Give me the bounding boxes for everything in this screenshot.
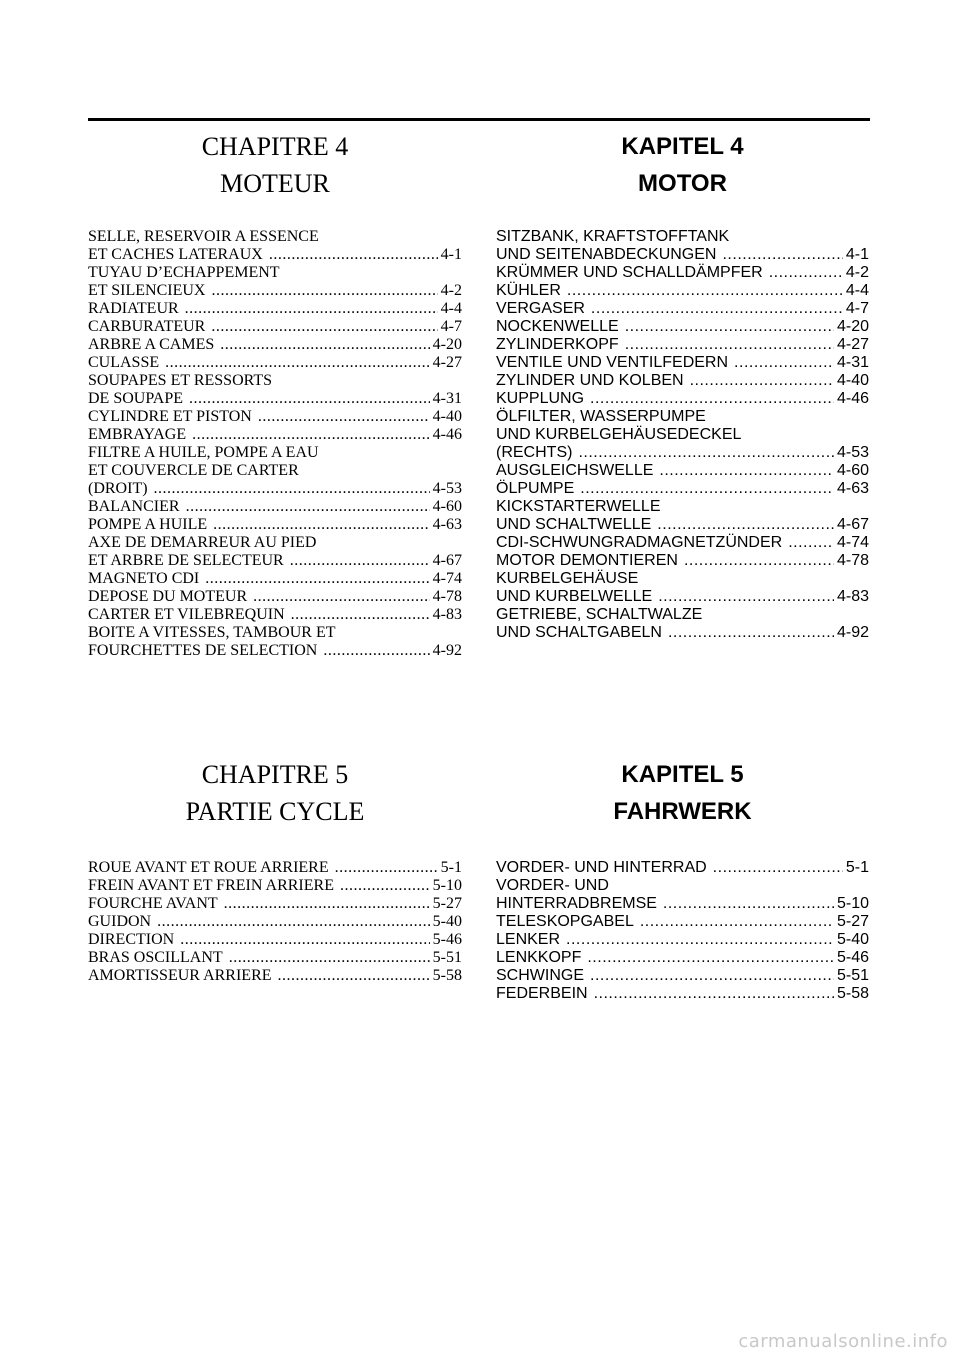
toc-entry-line-with-page bbox=[88, 354, 462, 372]
toc-entry[interactable] bbox=[496, 318, 869, 336]
chapter5-fr-heading bbox=[88, 756, 462, 830]
toc-entry-title: AXE DE DEMARREUR AU PIED bbox=[88, 534, 317, 551]
dot-leader bbox=[220, 336, 429, 354]
top-rule bbox=[88, 118, 870, 121]
toc-page-number: 4-20 bbox=[432, 336, 462, 353]
toc-entry-line-with-page bbox=[496, 318, 869, 336]
dot-leader bbox=[668, 624, 834, 642]
dot-leader bbox=[587, 949, 834, 967]
toc-entry-title: HINTERRADBREMSE bbox=[496, 895, 657, 912]
toc-entry-title: KURBELGEHÄUSE bbox=[496, 570, 639, 587]
dot-leader bbox=[269, 246, 438, 264]
dot-leader bbox=[625, 318, 834, 336]
toc-entry[interactable] bbox=[88, 534, 462, 570]
toc-entry-line bbox=[88, 444, 462, 462]
toc-page-number: 4-92 bbox=[836, 624, 869, 641]
toc-entry[interactable] bbox=[496, 462, 869, 480]
toc-entry-line-with-page bbox=[88, 859, 462, 877]
dot-leader bbox=[258, 408, 430, 426]
toc-entry[interactable] bbox=[496, 336, 869, 354]
toc-page-number: 5-27 bbox=[836, 913, 869, 930]
toc-entry-line-with-page bbox=[496, 985, 869, 1003]
toc-entry-title: EMBRAYAGE bbox=[88, 426, 187, 443]
dot-leader bbox=[340, 877, 430, 895]
toc-entry[interactable] bbox=[496, 606, 869, 642]
toc-entry-line-with-page bbox=[88, 877, 462, 895]
toc-entry-line-with-page bbox=[496, 552, 869, 570]
chapter5-fr-subtitle: PARTIE CYCLE bbox=[185, 797, 365, 826]
toc-page-number: 5-1 bbox=[845, 859, 869, 876]
toc-page-number: 5-40 bbox=[432, 913, 462, 930]
dot-leader bbox=[690, 372, 834, 390]
toc-page-number: 4-74 bbox=[836, 534, 869, 551]
toc-entry-title: DIRECTION bbox=[88, 931, 175, 948]
toc-entry-line-with-page bbox=[496, 931, 869, 949]
chapter5-fr-toc bbox=[88, 859, 462, 985]
toc-entry-line bbox=[88, 264, 462, 282]
toc-entry-title: CARTER ET VILEBREQUIN bbox=[88, 606, 285, 623]
toc-entry-title: (DROIT) bbox=[88, 480, 148, 497]
toc-page-number: 5-58 bbox=[432, 967, 462, 984]
toc-entry-line-with-page bbox=[496, 913, 869, 931]
dot-leader bbox=[213, 516, 430, 534]
toc-entry[interactable] bbox=[88, 300, 462, 318]
toc-entry-line bbox=[88, 228, 462, 246]
toc-entry[interactable] bbox=[88, 949, 462, 967]
toc-entry[interactable] bbox=[496, 228, 869, 264]
toc-entry-line-with-page bbox=[496, 390, 869, 408]
chapter4-de-toc bbox=[496, 228, 869, 642]
toc-page-number: 4-53 bbox=[836, 444, 869, 461]
toc-entry-title: GETRIEBE, SCHALTWALZE bbox=[496, 606, 703, 623]
toc-entry[interactable] bbox=[88, 372, 462, 408]
toc-entry-title: GUIDON bbox=[88, 913, 152, 930]
toc-entry-title: VORDER- UND bbox=[496, 877, 609, 894]
toc-entry-title: ROUE AVANT ET ROUE ARRIERE bbox=[88, 859, 329, 876]
toc-entry-line-with-page bbox=[88, 588, 462, 606]
dot-leader bbox=[211, 318, 437, 336]
toc-entry-line bbox=[496, 570, 869, 588]
chapter4-de-subtitle: MOTOR bbox=[638, 170, 727, 197]
toc-page-number: 4-60 bbox=[836, 462, 869, 479]
toc-entry-title: (RECHTS) bbox=[496, 444, 573, 461]
toc-page-number: 5-51 bbox=[432, 949, 462, 966]
toc-entry-line-with-page bbox=[496, 967, 869, 985]
toc-entry-title: ET COUVERCLE DE CARTER bbox=[88, 462, 299, 479]
toc-page-number: 4-2 bbox=[845, 264, 869, 281]
dot-leader bbox=[640, 913, 834, 931]
toc-entry[interactable] bbox=[496, 264, 869, 282]
toc-entry[interactable] bbox=[88, 967, 462, 985]
toc-page-number: 5-51 bbox=[836, 967, 869, 984]
dot-leader bbox=[229, 949, 430, 967]
toc-entry-line-with-page bbox=[88, 282, 462, 300]
toc-page-number: 4-46 bbox=[836, 390, 869, 407]
toc-page-number: 4-60 bbox=[432, 498, 462, 515]
dot-leader bbox=[590, 390, 834, 408]
toc-page-number: 4-31 bbox=[836, 354, 869, 371]
toc-entry-title: VENTILE UND VENTILFEDERN bbox=[496, 354, 729, 371]
toc-page-number: 5-40 bbox=[836, 931, 869, 948]
chapter5-de-subtitle: FAHRWERK bbox=[613, 798, 752, 825]
toc-entry-title: FEDERBEIN bbox=[496, 985, 588, 1002]
dot-leader bbox=[290, 552, 430, 570]
toc-entry[interactable] bbox=[496, 985, 869, 1003]
dot-leader bbox=[192, 426, 430, 444]
chapter4-fr-title: CHAPITRE 4 bbox=[201, 132, 349, 161]
toc-entry-title: SELLE, RESERVOIR A ESSENCE bbox=[88, 228, 319, 245]
toc-page-number: 4-1 bbox=[845, 246, 869, 263]
toc-entry[interactable] bbox=[496, 949, 869, 967]
toc-entry-title: ZYLINDER UND KOLBEN bbox=[496, 372, 684, 389]
toc-entry[interactable] bbox=[496, 372, 869, 390]
toc-entry[interactable] bbox=[88, 624, 462, 660]
chapter4-fr-toc bbox=[88, 228, 462, 660]
dot-leader bbox=[658, 588, 834, 606]
toc-entry-title: UND SEITENABDECKUNGEN bbox=[496, 246, 717, 263]
chapter5-fr-title: CHAPITRE 5 bbox=[201, 760, 349, 789]
toc-entry[interactable] bbox=[88, 426, 462, 444]
toc-page-number: 4-1 bbox=[440, 246, 462, 263]
toc-entry-line-with-page bbox=[88, 516, 462, 534]
dot-leader bbox=[165, 354, 430, 372]
toc-page-number: 5-10 bbox=[836, 895, 869, 912]
toc-entry-title: KUPPLUNG bbox=[496, 390, 585, 407]
toc-entry-line-with-page bbox=[496, 859, 869, 877]
toc-page-number: 5-1 bbox=[440, 859, 462, 876]
dot-leader bbox=[189, 390, 430, 408]
toc-entry-line bbox=[496, 408, 869, 426]
toc-entry-line-with-page bbox=[496, 534, 869, 552]
toc-entry-line-with-page bbox=[496, 516, 869, 534]
dot-leader bbox=[278, 967, 430, 985]
dot-leader bbox=[253, 588, 430, 606]
dot-leader bbox=[567, 282, 843, 300]
toc-page-number: 4-63 bbox=[432, 516, 462, 533]
dot-leader bbox=[578, 444, 834, 462]
toc-entry[interactable] bbox=[496, 859, 869, 877]
toc-entry-line bbox=[496, 228, 869, 246]
toc-page-number: 4-4 bbox=[440, 300, 462, 317]
dot-leader bbox=[180, 931, 429, 949]
toc-entry-line bbox=[496, 877, 869, 895]
toc-entry-title: AMORTISSEUR ARRIERE bbox=[88, 967, 272, 984]
toc-entry[interactable] bbox=[496, 931, 869, 949]
dot-leader bbox=[594, 985, 834, 1003]
toc-entry-title: ARBRE A CAMES bbox=[88, 336, 215, 353]
toc-page-number: 4-83 bbox=[432, 606, 462, 623]
toc-entry-line-with-page bbox=[496, 949, 869, 967]
chapter5-de-toc bbox=[496, 859, 869, 1003]
toc-entry-line-with-page bbox=[88, 570, 462, 588]
toc-entry-title: FILTRE A HUILE, POMPE A EAU bbox=[88, 444, 319, 461]
toc-entry-title: BALANCIER bbox=[88, 498, 180, 515]
toc-entry[interactable] bbox=[496, 390, 869, 408]
toc-entry[interactable] bbox=[496, 408, 869, 462]
toc-entry-title: UND KURBELGEHÄUSEDECKEL bbox=[496, 426, 742, 443]
toc-page-number: 4-63 bbox=[836, 480, 869, 497]
toc-entry[interactable] bbox=[496, 552, 869, 570]
toc-entry[interactable] bbox=[88, 895, 462, 913]
toc-entry-title: POMPE A HUILE bbox=[88, 516, 208, 533]
dot-leader bbox=[769, 264, 843, 282]
toc-entry-line-with-page bbox=[496, 480, 869, 498]
toc-entry[interactable] bbox=[496, 570, 869, 606]
dot-leader bbox=[186, 498, 430, 516]
toc-page-number: 4-78 bbox=[432, 588, 462, 605]
toc-entry-title: SCHWINGE bbox=[496, 967, 584, 984]
toc-page-number: 5-46 bbox=[432, 931, 462, 948]
toc-entry-line-with-page bbox=[496, 354, 869, 372]
toc-entry-title: KRÜMMER UND SCHALLDÄMPFER bbox=[496, 264, 763, 281]
toc-entry-title: CYLINDRE ET PISTON bbox=[88, 408, 252, 425]
dot-leader bbox=[659, 462, 834, 480]
toc-page-number: 4-7 bbox=[440, 318, 462, 335]
toc-entry-title: ET SILENCIEUX bbox=[88, 282, 206, 299]
toc-entry-line bbox=[88, 624, 462, 642]
toc-entry-title: ÖLFILTER, WASSERPUMPE bbox=[496, 408, 706, 425]
toc-page-number: 5-46 bbox=[836, 949, 869, 966]
toc-entry[interactable] bbox=[88, 408, 462, 426]
toc-page-number: 5-10 bbox=[432, 877, 462, 894]
toc-entry-title: TELESKOPGABEL bbox=[496, 913, 634, 930]
toc-entry-line-with-page bbox=[496, 624, 869, 642]
toc-entry[interactable] bbox=[496, 354, 869, 372]
toc-entry-line-with-page bbox=[88, 642, 462, 660]
toc-page-number: 4-2 bbox=[440, 282, 462, 299]
toc-entry[interactable] bbox=[88, 859, 462, 877]
toc-entry[interactable] bbox=[88, 588, 462, 606]
toc-entry-title: CARBURATEUR bbox=[88, 318, 206, 335]
toc-entry-title: NOCKENWELLE bbox=[496, 318, 619, 335]
toc-entry-title: FREIN AVANT ET FREIN ARRIERE bbox=[88, 877, 334, 894]
toc-entry[interactable] bbox=[88, 336, 462, 354]
dot-leader bbox=[625, 336, 834, 354]
toc-entry-title: ET ARBRE DE SELECTEUR bbox=[88, 552, 284, 569]
toc-entry-title: KÜHLER bbox=[496, 282, 561, 299]
toc-entry-line bbox=[88, 462, 462, 480]
dot-leader bbox=[335, 859, 438, 877]
toc-entry-line bbox=[496, 498, 869, 516]
toc-entry-title: FOURCHE AVANT bbox=[88, 895, 218, 912]
toc-page-number: 4-20 bbox=[836, 318, 869, 335]
dot-leader bbox=[657, 516, 834, 534]
toc-entry-line-with-page bbox=[496, 336, 869, 354]
dot-leader bbox=[663, 895, 834, 913]
toc-page-number: 4-27 bbox=[432, 354, 462, 371]
toc-entry-line-with-page bbox=[88, 300, 462, 318]
toc-entry-line bbox=[88, 534, 462, 552]
toc-entry-title: BOITE A VITESSES, TAMBOUR ET bbox=[88, 624, 336, 641]
toc-entry-title: UND KURBELWELLE bbox=[496, 588, 653, 605]
toc-entry[interactable] bbox=[496, 913, 869, 931]
toc-entry-title: KICKSTARTERWELLE bbox=[496, 498, 661, 515]
toc-entry-line-with-page bbox=[88, 913, 462, 931]
toc-entry[interactable] bbox=[496, 480, 869, 498]
toc-entry-title: UND SCHALTGABELN bbox=[496, 624, 662, 641]
toc-page-number: 5-27 bbox=[432, 895, 462, 912]
toc-entry-line-with-page bbox=[88, 552, 462, 570]
dot-leader bbox=[713, 859, 843, 877]
chapter4-fr-heading bbox=[88, 128, 462, 202]
dot-leader bbox=[211, 282, 437, 300]
dot-leader bbox=[291, 606, 430, 624]
toc-entry-title: MAGNETO CDI bbox=[88, 570, 200, 587]
toc-entry-line-with-page bbox=[496, 588, 869, 606]
toc-entry-title: BRAS OSCILLANT bbox=[88, 949, 223, 966]
toc-page-number: 4-7 bbox=[845, 300, 869, 317]
chapter5-de-heading bbox=[496, 756, 869, 830]
toc-entry[interactable] bbox=[496, 498, 869, 534]
toc-entry-title: FOURCHETTES DE SELECTION bbox=[88, 642, 318, 659]
toc-entry[interactable] bbox=[496, 967, 869, 985]
toc-page-number: 4-83 bbox=[836, 588, 869, 605]
toc-entry-line-with-page bbox=[88, 246, 462, 264]
toc-page-number: 4-4 bbox=[845, 282, 869, 299]
toc-entry-line-with-page bbox=[88, 318, 462, 336]
toc-entry[interactable] bbox=[496, 534, 869, 552]
toc-entry-line-with-page bbox=[88, 498, 462, 516]
toc-entry-title: UND SCHALTWELLE bbox=[496, 516, 652, 533]
toc-page-number: 4-40 bbox=[836, 372, 869, 389]
toc-entry-title: VORDER- UND HINTERRAD bbox=[496, 859, 707, 876]
dot-leader bbox=[566, 931, 834, 949]
toc-entry-line bbox=[496, 426, 869, 444]
toc-entry[interactable] bbox=[88, 498, 462, 516]
toc-entry-line-with-page bbox=[496, 372, 869, 390]
toc-entry-line-with-page bbox=[88, 390, 462, 408]
toc-page-number: 4-74 bbox=[432, 570, 462, 587]
toc-entry[interactable] bbox=[496, 877, 869, 913]
toc-entry-title: CDI-SCHWUNGRADMAGNETZÜNDER bbox=[496, 534, 783, 551]
toc-entry[interactable] bbox=[88, 516, 462, 534]
toc-entry[interactable] bbox=[88, 606, 462, 624]
toc-entry[interactable] bbox=[88, 877, 462, 895]
toc-entry-title: ET CACHES LATERAUX bbox=[88, 246, 263, 263]
toc-entry-title: DEPOSE DU MOTEUR bbox=[88, 588, 248, 605]
toc-page-number: 4-53 bbox=[432, 480, 462, 497]
dot-leader bbox=[157, 913, 430, 931]
toc-entry-line-with-page bbox=[88, 895, 462, 913]
toc-entry-title: SITZBANK, KRAFTSTOFFTANK bbox=[496, 228, 730, 245]
toc-entry-line-with-page bbox=[88, 949, 462, 967]
toc-entry[interactable] bbox=[88, 354, 462, 372]
toc-entry[interactable] bbox=[496, 300, 869, 318]
toc-entry-line bbox=[496, 606, 869, 624]
toc-entry-title: DE SOUPAPE bbox=[88, 390, 183, 407]
dot-leader bbox=[591, 300, 843, 318]
dot-leader bbox=[224, 895, 430, 913]
dot-leader bbox=[788, 534, 834, 552]
toc-entry-line-with-page bbox=[496, 264, 869, 282]
toc-entry-line bbox=[88, 372, 462, 390]
toc-entry-title: RADIATEUR bbox=[88, 300, 179, 317]
toc-page-number: 5-58 bbox=[836, 985, 869, 1002]
toc-entry-line-with-page bbox=[496, 246, 869, 264]
toc-entry-line-with-page bbox=[88, 408, 462, 426]
chapter4-fr-subtitle: MOTEUR bbox=[220, 169, 330, 198]
toc-page-number: 4-67 bbox=[836, 516, 869, 533]
dot-leader bbox=[580, 480, 834, 498]
toc-entry-title: MOTOR DEMONTIEREN bbox=[496, 552, 678, 569]
toc-entry[interactable] bbox=[88, 444, 462, 498]
toc-entry[interactable] bbox=[88, 228, 462, 264]
toc-entry-line-with-page bbox=[88, 967, 462, 985]
toc-entry-line-with-page bbox=[88, 336, 462, 354]
toc-entry-title: TUYAU D’ECHAPPEMENT bbox=[88, 264, 280, 281]
toc-entry-line-with-page bbox=[496, 300, 869, 318]
dot-leader bbox=[684, 552, 834, 570]
toc-entry-line-with-page bbox=[496, 895, 869, 913]
dot-leader bbox=[734, 354, 834, 372]
dot-leader bbox=[205, 570, 429, 588]
toc-page-number: 4-92 bbox=[432, 642, 462, 659]
chapter4-de-title: KAPITEL 4 bbox=[621, 133, 744, 160]
toc-entry-line-with-page bbox=[88, 480, 462, 498]
toc-page-number: 4-31 bbox=[432, 390, 462, 407]
toc-entry-title: ZYLINDERKOPF bbox=[496, 336, 619, 353]
toc-entry[interactable] bbox=[88, 570, 462, 588]
toc-entry-title: VERGASER bbox=[496, 300, 585, 317]
toc-entry-line-with-page bbox=[496, 462, 869, 480]
dot-leader bbox=[154, 480, 430, 498]
toc-page-number: 4-27 bbox=[836, 336, 869, 353]
chapter5-de-title: KAPITEL 5 bbox=[621, 761, 744, 788]
dot-leader bbox=[185, 300, 438, 318]
toc-entry-title: CULASSE bbox=[88, 354, 160, 371]
toc-entry[interactable] bbox=[496, 282, 869, 300]
toc-entry-line-with-page bbox=[496, 444, 869, 462]
toc-entry-title: LENKER bbox=[496, 931, 561, 948]
toc-entry-line-with-page bbox=[88, 606, 462, 624]
dot-leader bbox=[323, 642, 429, 660]
toc-page-number: 4-46 bbox=[432, 426, 462, 443]
toc-page-number: 4-40 bbox=[432, 408, 462, 425]
toc-entry[interactable] bbox=[88, 931, 462, 949]
toc-entry-title: AUSGLEICHSWELLE bbox=[496, 462, 654, 479]
watermark: carmanualsonline.info bbox=[738, 1331, 948, 1352]
toc-entry-title: ÖLPUMPE bbox=[496, 480, 575, 497]
toc-entry-line-with-page bbox=[88, 931, 462, 949]
dot-leader bbox=[590, 967, 834, 985]
chapter4-de-heading bbox=[496, 128, 869, 202]
toc-entry[interactable] bbox=[88, 913, 462, 931]
toc-page-number: 4-67 bbox=[432, 552, 462, 569]
toc-entry-title: SOUPAPES ET RESSORTS bbox=[88, 372, 272, 389]
toc-entry[interactable] bbox=[88, 318, 462, 336]
toc-page-number: 4-78 bbox=[836, 552, 869, 569]
toc-entry-line-with-page bbox=[88, 426, 462, 444]
dot-leader bbox=[722, 246, 842, 264]
toc-entry-line-with-page bbox=[496, 282, 869, 300]
toc-entry[interactable] bbox=[88, 264, 462, 300]
toc-entry-title: LENKKOPF bbox=[496, 949, 582, 966]
